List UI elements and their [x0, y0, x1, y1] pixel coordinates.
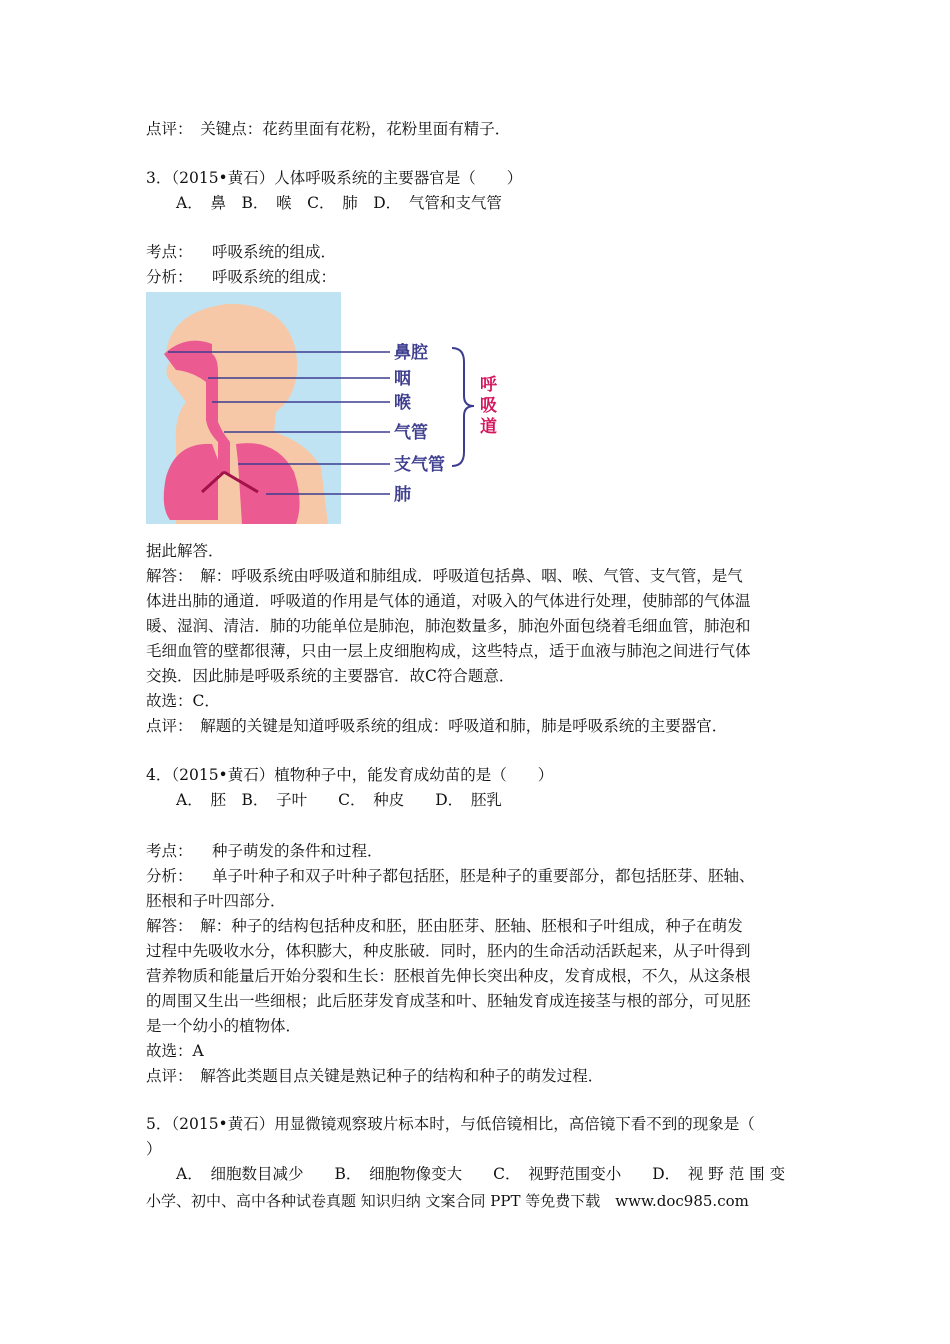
q3-analysis	[146, 266, 336, 288]
label-larynx: 喉	[394, 393, 411, 413]
group-char-1: 呼	[480, 375, 497, 395]
question-5-cont: ）	[146, 1140, 162, 1158]
label-kaodian: 考点：	[146, 243, 193, 261]
q3-knowledge-text: 呼吸系统的组成．	[212, 243, 337, 261]
footer-text: 小学、初中、高中各种试卷真题 知识归纳 文案合同 PPT 等免费下载 www.doc985.com	[146, 1192, 749, 1210]
q3-knowledge-point	[146, 241, 336, 263]
label-pharynx: 咽	[394, 369, 411, 389]
q4-knowledge-point	[146, 840, 383, 862]
q3-answer-4: 毛细血管的壁都很薄，只由一层上皮细胞构成，这些特点，适于血液与肺泡之间进行气体	[146, 642, 751, 660]
question-5-options: A． 细胞数目减少 B． 细胞物像变大 C． 视野范围变小 D． 视 野 范 围 变	[176, 1165, 786, 1183]
q4-knowledge-text: 种子萌发的条件和过程．	[212, 842, 383, 860]
q3-answer-2: 体进出肺的通道．呼吸道的作用是气体的通道，对吸入的气体进行处理，使肺部的气体温	[146, 592, 751, 610]
respiratory-tract-brace	[452, 348, 474, 466]
comment-line: 点评： 关键点：花药里面有花粉，花粉里面有精子．	[146, 120, 511, 138]
label-fenxi: 分析：	[146, 268, 193, 286]
respiratory-diagram-svg	[146, 292, 506, 524]
label-trachea: 气管	[394, 423, 428, 443]
q4-analysis-2: 胚根和子叶四部分．	[146, 892, 286, 910]
label-kaodian-q4: 考点：	[146, 842, 193, 860]
q4-analysis-text: 单子叶种子和双子叶种子都包括胚，胚是种子的重要部分，都包括胚芽、胚轴、	[212, 867, 755, 885]
group-char-2: 吸	[480, 396, 497, 416]
q4-answer-3: 营养物质和能量后开始分裂和生长：胚根首先伸长突出种皮，发育成根，不久，从这条根	[146, 967, 751, 985]
respiratory-system-diagram	[146, 292, 506, 524]
q3-choice: 故选：C．	[146, 692, 220, 710]
q3-comment: 点评： 解题的关键是知道呼吸系统的组成：呼吸道和肺，肺是呼吸系统的主要器官．	[146, 717, 728, 735]
q4-choice: 故选：A	[146, 1042, 204, 1060]
question-5: 5．（2015•黄石）用显微镜观察玻片标本时，与低倍镜相比，高倍镜下看不到的现象是（	[146, 1115, 755, 1133]
q4-answer-1: 解答： 解：种子的结构包括种皮和胚，胚由胚芽、胚轴、胚根和子叶组成，种子在萌发	[146, 917, 743, 935]
q3-answer-1: 解答： 解：呼吸系统由呼吸道和肺组成．呼吸道包括鼻、咽、喉、气管、支气管，是气	[146, 567, 743, 585]
label-bronchus: 支气管	[394, 455, 445, 475]
q4-analysis-1	[146, 865, 755, 887]
q4-answer-5: 是一个幼小的植物体．	[146, 1017, 302, 1035]
q3-answer-5: 交换．因此肺是呼吸系统的主要器官．故C符合题意．	[146, 667, 515, 685]
q4-answer-4: 的周围又生出一些细根；此后胚芽发育成茎和叶、胚轴发育成连接茎与根的部分，可见胚	[146, 992, 751, 1010]
q3-answer-3: 暖、湿润、清洁．肺的功能单位是肺泡，肺泡数量多，肺泡外面包绕着毛细血管，肺泡和	[146, 617, 751, 635]
question-3-options: A． 鼻 B． 喉 C． 肺 D． 气管和支气管	[176, 194, 502, 212]
label-fenxi-q4: 分析：	[146, 867, 193, 885]
question-3: 3．（2015•黄石）人体呼吸系统的主要器官是（ ）	[146, 169, 523, 187]
q4-comment: 点评： 解答此类题目点关键是熟记种子的结构和种子的萌发过程．	[146, 1067, 604, 1085]
label-nasal: 鼻腔	[394, 343, 428, 363]
question-4: 4．（2015•黄石）植物种子中，能发育成幼苗的是（ ）	[146, 766, 554, 784]
group-char-3: 道	[480, 417, 497, 437]
q3-analysis-text: 呼吸系统的组成：	[212, 268, 337, 286]
q4-answer-2: 过程中先吸收水分，体积膨大，种皮胀破．同时，胚内的生命活动活跃起来，从子叶得到	[146, 942, 751, 960]
question-4-options: A． 胚 B． 子叶 C． 种皮 D． 胚乳	[176, 791, 502, 809]
label-lung: 肺	[394, 485, 411, 505]
q3-after-figure: 据此解答．	[146, 542, 224, 560]
